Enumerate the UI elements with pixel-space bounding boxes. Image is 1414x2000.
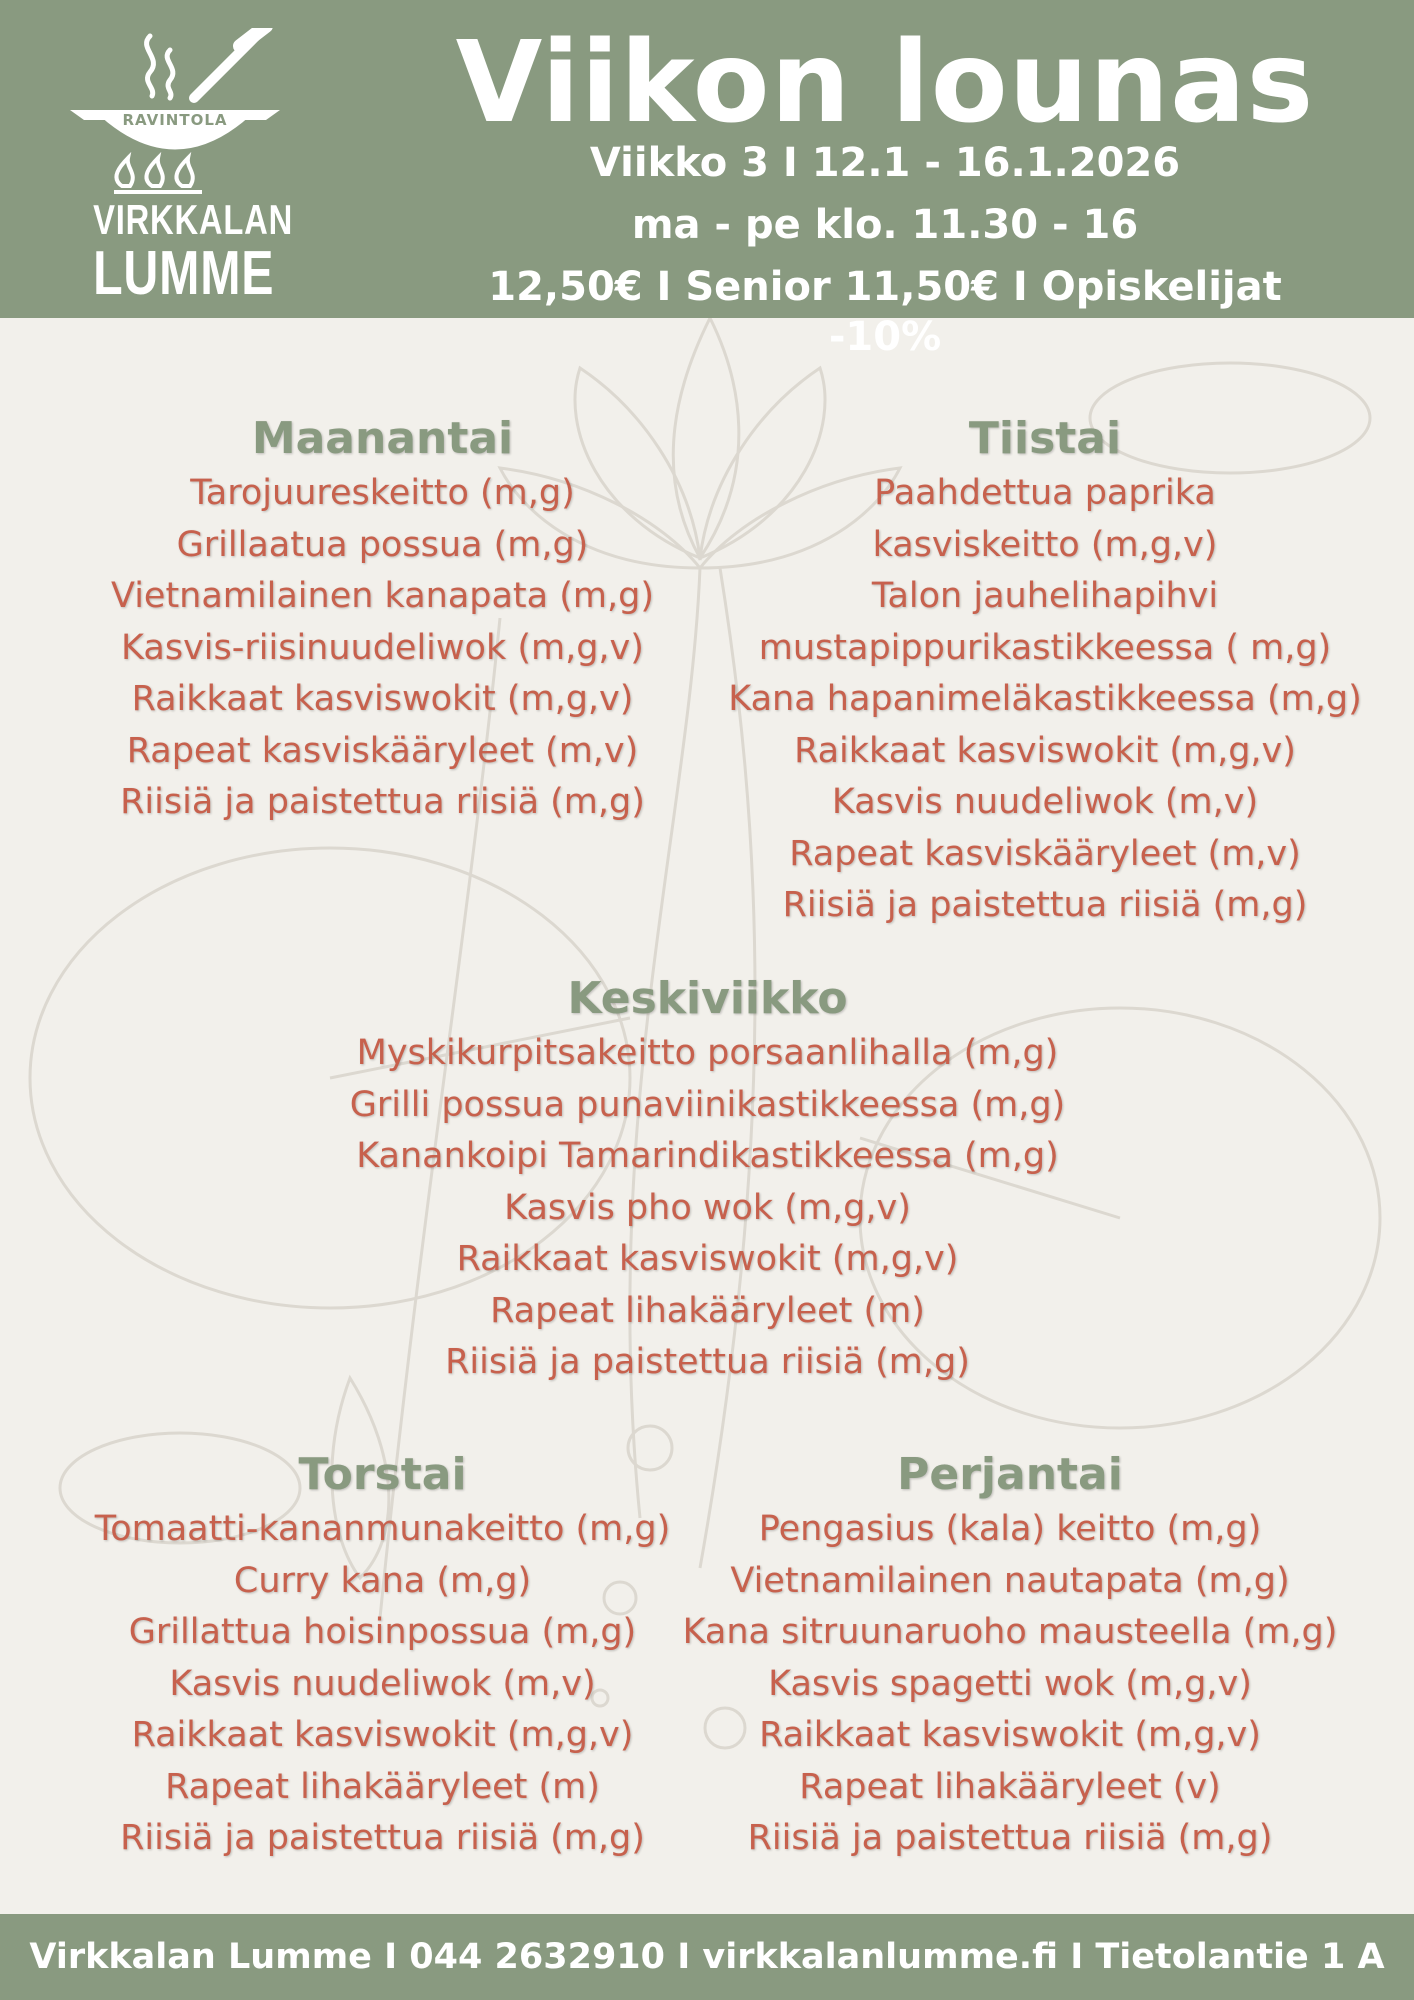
day-heading-tuesday: Tiistai [968, 413, 1122, 464]
menu-list-friday [680, 1504, 1340, 1865]
footer-contact: Virkkalan Lumme I 044 2632910 I virkkalanlumme.fi I Tietolantie 1 A [0, 1914, 1414, 2000]
menu-item: Myskikurpitsakeitto porsaanlihalla (m,g) [356, 1033, 1059, 1073]
week-dates: Viikko 3 I 12.1 - 16.1.2026 [589, 140, 1181, 186]
menu-list-monday [90, 468, 675, 829]
menu-item: kasviskeitto (m,g,v) [872, 524, 1218, 565]
menu-item: Rapeat kasviskääryleet (m,v) [126, 730, 639, 771]
day-thursday [70, 1446, 695, 1865]
logo-name-line1: VIRKKALAN [93, 196, 294, 243]
menu-item: Tomaatti-kananmunakeitto (m,g) [94, 1509, 671, 1549]
menu-list-thursday [70, 1504, 695, 1865]
day-heading-wednesday: Keskiviikko [567, 973, 848, 1024]
day-heading-monday: Maanantai [251, 413, 514, 464]
menu-item: Kana sitruunaruoho mausteella (m,g) [682, 1612, 1338, 1652]
menu-item: Riisiä ja paistettua riisiä (m,g) [445, 1342, 970, 1382]
menu-item: mustapippurikastikkeessa ( m,g) [758, 627, 1332, 668]
logo-subtitle: RAVINTOLA [122, 111, 228, 129]
menu-item: Tarojuureskeitto (m,g) [190, 473, 575, 513]
header-banner [0, 0, 1414, 360]
menu-list-wednesday [300, 1028, 1115, 1389]
menu-item: Raikkaat kasviswokit (m,g,v) [456, 1239, 959, 1279]
menu-item: Kasvis-riisinuudeliwok (m,g,v) [121, 627, 644, 668]
day-monday [90, 410, 675, 829]
menu-item: Grilli possua punaviinikastikkeessa (m,g) [349, 1084, 1066, 1125]
day-friday [680, 1446, 1340, 1865]
price-list: 12,50€ I Senior 11,50€ I Opiskelijat -10% [488, 264, 1282, 360]
menu-item: Rapeat lihakääryleet (m) [490, 1290, 925, 1331]
menu-item: Raikkaat kasviswokit (m,g,v) [131, 1715, 634, 1755]
day-wednesday [300, 970, 1115, 1389]
menu-item: Kana hapanimeläkastikkeessa (m,g) [728, 679, 1362, 719]
restaurant-logo [70, 28, 294, 308]
menu-list-tuesday [720, 468, 1370, 932]
menu-item: Kasvis nuudeliwok (m,v) [169, 1663, 596, 1704]
menu-item: Vietnamilainen kanapata (m,g) [111, 576, 654, 616]
menu-item: Riisiä ja paistettua riisiä (m,g) [120, 782, 645, 822]
menu-item: Raikkaat kasviswokit (m,g,v) [759, 1715, 1261, 1755]
menu-item: Curry kana (m,g) [233, 1560, 532, 1601]
menu-item: Rapeat lihakääryleet (v) [799, 1766, 1221, 1807]
opening-hours: ma - pe klo. 11.30 - 16 [631, 202, 1139, 248]
menu-item: Talon jauhelihapihvi [871, 576, 1219, 616]
menu-item: Rapeat kasviskääryleet (m,v) [789, 833, 1301, 874]
menu-item: Pengasius (kala) keitto (m,g) [758, 1509, 1262, 1549]
menu-item: Riisiä ja paistettua riisiä (m,g) [782, 885, 1308, 925]
day-heading-friday: Perjantai [897, 1449, 1123, 1500]
menu-item: Raikkaat kasviswokit (m,g,v) [131, 679, 634, 719]
page-title: Viikon lounas [455, 18, 1315, 148]
menu-item: Vietnamilainen nautapata (m,g) [730, 1560, 1290, 1601]
menu-item: Riisiä ja paistettua riisiä (m,g) [747, 1818, 1273, 1858]
logo-name-line2: LUMME [93, 239, 275, 308]
menu-item: Kasvis pho wok (m,g,v) [504, 1187, 911, 1228]
day-heading-thursday: Torstai [298, 1449, 467, 1500]
menu-item: Kanankoipi Tamarindikastikkeessa (m,g) [356, 1136, 1059, 1176]
menu-item: Riisiä ja paistettua riisiä (m,g) [120, 1818, 645, 1858]
menu-item: Grillaatua possua (m,g) [176, 524, 589, 565]
day-tuesday [720, 410, 1370, 932]
menu-item: Raikkaat kasviswokit (m,g,v) [794, 730, 1296, 771]
menu-item: Grillattua hoisinpossua (m,g) [128, 1612, 637, 1652]
menu-item: Rapeat lihakääryleet (m) [165, 1766, 600, 1807]
menu-item: Kasvis nuudeliwok (m,v) [831, 782, 1259, 822]
menu-item: Kasvis spagetti wok (m,g,v) [768, 1663, 1252, 1704]
menu-item: Paahdettua paprika [874, 473, 1216, 513]
flame-icon [114, 158, 202, 192]
